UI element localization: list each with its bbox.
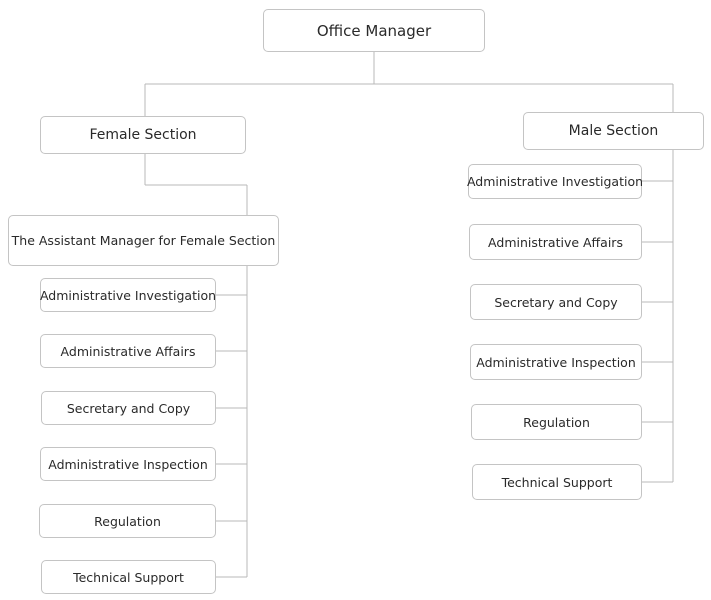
female-section-node: Female Section	[40, 116, 246, 154]
male-section-node: Male Section	[523, 112, 704, 150]
assistant-manager-female-node: The Assistant Manager for Female Section	[8, 215, 279, 266]
male-unit-administrative-inspection: Administrative Inspection	[470, 344, 642, 380]
female-unit-administrative-inspection: Administrative Inspection	[40, 447, 216, 481]
male-unit-administrative-investigation: Administrative Investigation	[468, 164, 642, 199]
female-unit-administrative-affairs: Administrative Affairs	[40, 334, 216, 368]
female-unit-secretary-and-copy: Secretary and Copy	[41, 391, 216, 425]
female-unit-technical-support: Technical Support	[41, 560, 216, 594]
male-unit-administrative-affairs: Administrative Affairs	[469, 224, 642, 260]
office-manager-node: Office Manager	[263, 9, 485, 52]
male-unit-regulation: Regulation	[471, 404, 642, 440]
male-unit-technical-support: Technical Support	[472, 464, 642, 500]
female-unit-regulation: Regulation	[39, 504, 216, 538]
female-unit-administrative-investigation: Administrative Investigation	[40, 278, 216, 312]
male-unit-secretary-and-copy: Secretary and Copy	[470, 284, 642, 320]
